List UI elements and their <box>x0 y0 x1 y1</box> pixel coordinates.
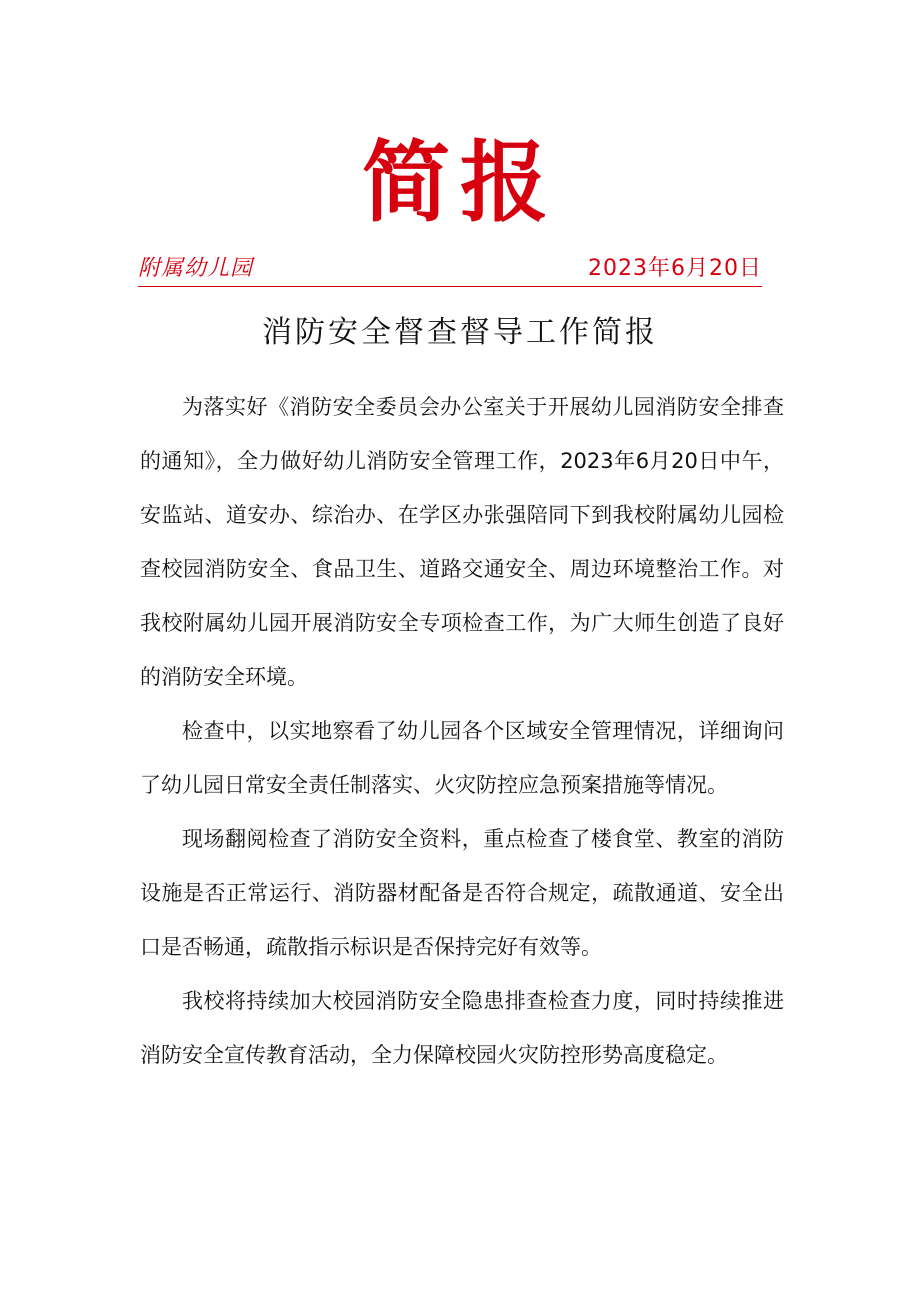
issuer-name: 附属幼儿园 <box>138 256 254 281</box>
paragraph-1: 为落实好《消防安全委员会办公室关于开展幼儿园消防安全排查的通知》，全力做好幼儿消防安全管理工作，2023年6月20日中午，安监站、道安办、综治办、在学区办张强陪同下到我校附属幼儿园检查校园消防安全、食品卫生、道路交通安全、周边环境整治工作。对我校附属幼儿园开展消防安全专项检查工作，为广大师生创造了良好的消防安全环境。 <box>140 395 784 689</box>
paragraph-2: 检查中，以实地察看了幼儿园各个区域安全管理情况，详细询问了幼儿园日常安全责任制落实、火灾防控应急预案措施等情况。 <box>140 719 784 797</box>
document-title: 消防安全督查督导工作简报 <box>262 315 658 350</box>
document-body <box>140 380 784 1082</box>
paragraph-3: 现场翻阅检查了消防安全资料，重点检查了楼食堂、教室的消防设施是否正常运行、消防器材配备是否符合规定，疏散通道、安全出口是否畅通，疏散指示标识是否保持完好有效等。 <box>140 827 784 959</box>
issuer-date-row <box>138 252 762 287</box>
masthead-title: 简报 <box>361 131 558 234</box>
paragraph-4: 我校将持续加大校园消防安全隐患排查检查力度，同时持续推进消防安全宣传教育活动，全力保障校园火灾防控形势高度稳定。 <box>140 989 784 1067</box>
issue-date: 2023年6月20日 <box>588 256 762 281</box>
